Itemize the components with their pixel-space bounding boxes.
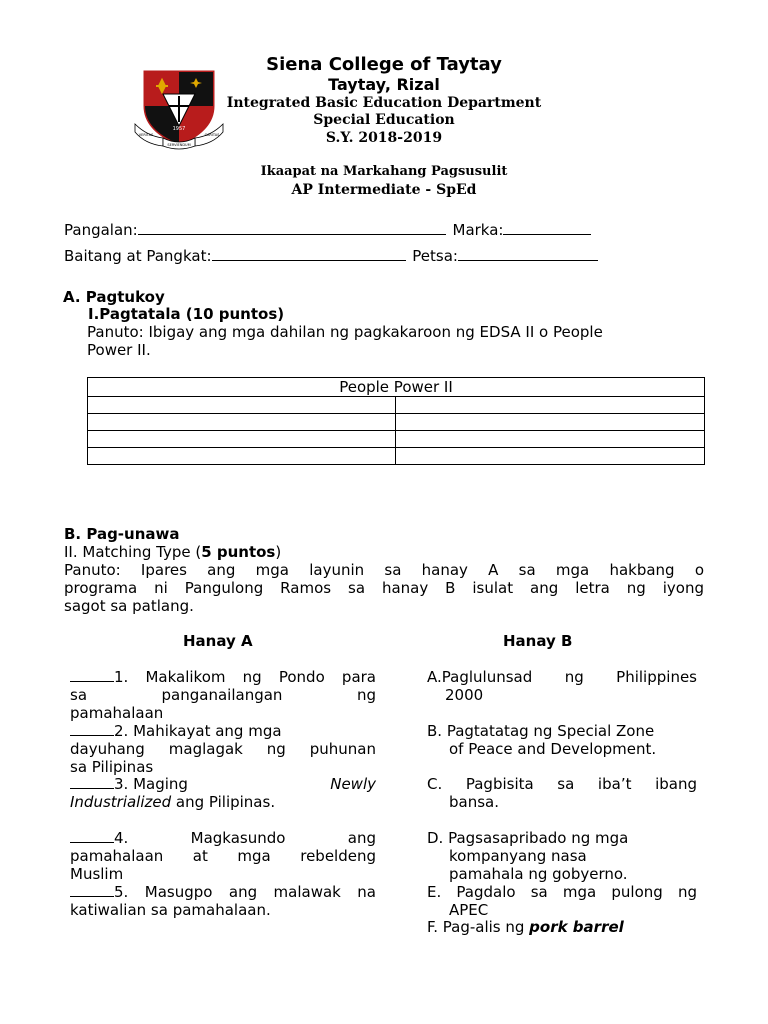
school-name: Siena College of Taytay xyxy=(266,54,502,75)
col-a-item-4: 4. Magkasundo ang pamahalaan at mga rebeldeng Muslim xyxy=(70,829,376,883)
seal-banner-right: CARITAS xyxy=(204,133,220,137)
part-b-instruction-2: programa ni Pangulong Ramos sa hanay B isulat ang letra ng iyong xyxy=(64,579,704,597)
col-b-item-e: E. Pagdalo sa mga pulong ng APEC xyxy=(427,883,697,919)
table-cell[interactable] xyxy=(396,431,705,448)
part-a-title: A. Pagtukoy xyxy=(63,288,165,306)
answer-blank-5[interactable] xyxy=(70,883,114,897)
part-b-instruction-3: sagot sa patlang. xyxy=(64,597,194,615)
name-label: Pangalan: xyxy=(64,221,138,239)
table-cell[interactable] xyxy=(88,414,396,431)
part-a-instruction-2: Power II. xyxy=(87,341,151,359)
table-row xyxy=(88,414,705,431)
name-blank[interactable] xyxy=(138,220,446,235)
part-b-subtitle-bold: 5 puntos xyxy=(201,543,276,561)
table-cell[interactable] xyxy=(88,397,396,414)
section-row xyxy=(64,246,598,265)
part-b-subtitle-post: ) xyxy=(275,543,282,561)
answer-blank-4[interactable] xyxy=(70,829,114,843)
table-row xyxy=(88,448,705,465)
part-b-subtitle-pre: II. Matching Type ( xyxy=(64,543,202,561)
table-cell[interactable] xyxy=(396,414,705,431)
col-a-item-1: 1. Makalikom ng Pondo para sa panganailangan ng pamahalaan xyxy=(70,668,376,722)
col-a-item-3: 3. Maging Newly Industrialized ang Pilipinas. xyxy=(70,775,376,811)
program: Special Education xyxy=(313,112,455,128)
col-a-header: Hanay A xyxy=(183,632,253,650)
date-blank[interactable] xyxy=(458,246,598,261)
subject: AP Intermediate - SpEd xyxy=(291,182,477,198)
col-b-item-a: A.Paglulunsad ng Philippines 2000 xyxy=(427,668,697,704)
col-b-item-d: D. Pagsasapribado ng mga kompanyang nasa pamahala ng gobyerno. xyxy=(427,829,629,883)
col-a-item-2: 2. Mahikayat ang mga dayuhang maglagak ng puhunan sa Pilipinas xyxy=(70,722,376,776)
answer-blank-1[interactable] xyxy=(70,668,114,682)
answer-blank-3[interactable] xyxy=(70,775,114,789)
table-cell[interactable] xyxy=(88,431,396,448)
col-b-item-b: B. Pagtatatag ng Special Zone of Peace and Development. xyxy=(427,722,657,758)
col-b-item-c: C. Pagbisita sa iba’t ibang bansa. xyxy=(427,775,697,811)
department: Integrated Basic Education Department xyxy=(226,95,542,111)
table-header: People Power II xyxy=(88,378,705,397)
seal-year: 1957 xyxy=(172,126,186,132)
part-b-instruction-1: Panuto: Ipares ang mga layunin sa hanay A sa mga hakbang o xyxy=(64,561,704,579)
name-row xyxy=(64,220,591,239)
section-label: Baitang at Pangkat: xyxy=(64,247,212,265)
table-row xyxy=(88,431,705,448)
part-b-subtitle xyxy=(64,543,281,561)
people-power-table xyxy=(87,377,705,465)
school-location: Taytay, Rizal xyxy=(328,75,440,94)
part-a-instruction-1: Panuto: Ibigay ang mga dahilan ng pagkakaroon ng EDSA II o People xyxy=(87,323,603,341)
table-cell[interactable] xyxy=(88,448,396,465)
score-label: Marka: xyxy=(452,221,504,239)
part-b-title: B. Pag-unawa xyxy=(64,525,180,543)
exam-title: Ikaapat na Markahang Pagsusulit xyxy=(260,164,508,179)
col-b-item-f: F. Pag-alis ng pork barrel xyxy=(427,918,624,936)
school-year: S.Y. 2018-2019 xyxy=(325,130,443,146)
table-cell[interactable] xyxy=(396,448,705,465)
table-row xyxy=(88,397,705,414)
part-a-subtitle: I.Pagtatala (10 puntos) xyxy=(88,305,285,323)
date-label: Petsa: xyxy=(412,247,458,265)
table-cell[interactable] xyxy=(396,397,705,414)
col-b-header: Hanay B xyxy=(503,632,573,650)
seal-banner-left: VERITAS xyxy=(138,133,154,137)
seal-banner-center: SERVIENDUM xyxy=(167,143,191,147)
answer-blank-2[interactable] xyxy=(70,722,114,736)
col-a-item-5: 5. Masugpo ang malawak na katiwalian sa pamahalaan. xyxy=(70,883,376,919)
section-blank[interactable] xyxy=(212,246,406,261)
score-blank[interactable] xyxy=(503,220,591,235)
